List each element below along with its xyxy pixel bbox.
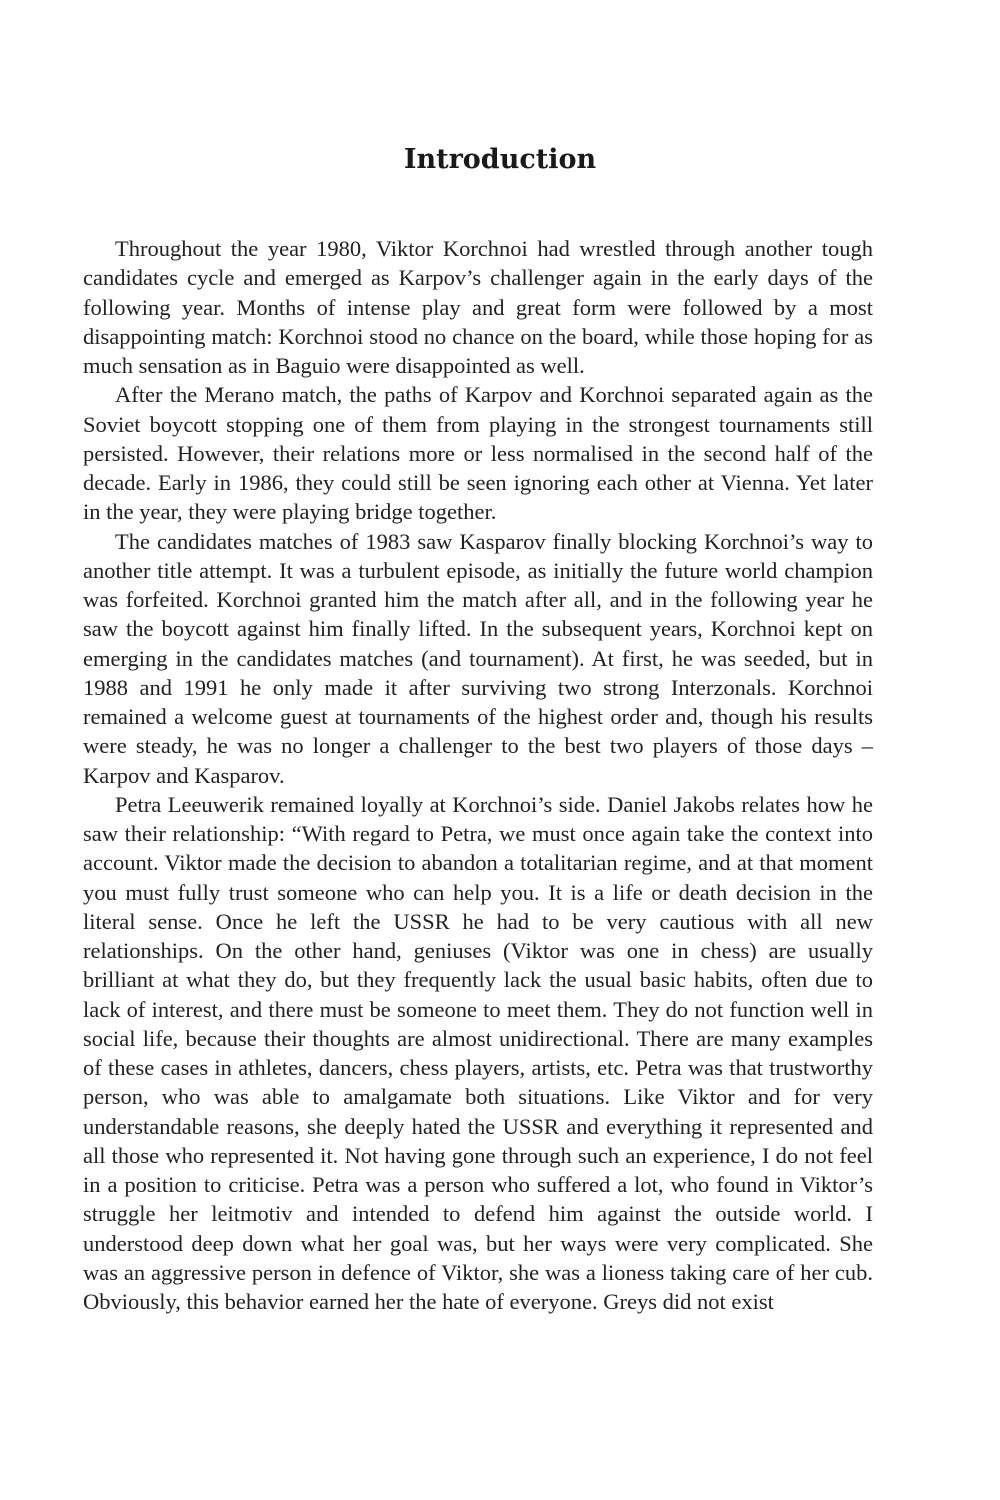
paragraph: The candidates matches of 1983 saw Kasparov finally blocking Korchnoi’s way to another title attempt. It was a turbulent episode, as initially the future world champion was forfeited. Korchnoi granted him the match after all, and in the following year he saw the boycott against him finally lifted. In the subsequent years, Korchnoi kept on emerging in the candidates matches (and tournament). At first, he was seeded, but in 1988 and 1991 he only made it after surviving two strong Interzonals. Korchnoi remained a welcome guest at tournaments of the highest order and, though his results were steady, he was no longer a challenger to the best two players of those days – Karpov and Kasparov.: [83, 528, 873, 788]
paragraph: After the Merano match, the paths of Karpov and Korchnoi separated again as the Soviet boycott stopping one of them from playing in the strongest tournaments still persisted. However, their relations more or less normalised in the second half of the decade. Early in 1986, they could still be seen ignoring each other at Vienna. Yet later in the year, they were playing bridge together.: [83, 382, 873, 525]
chapter-title: Introduction: [403, 144, 597, 175]
paragraph: Petra Leeuwerik remained loyally at Korchnoi’s side. Daniel Jakobs relates how he saw their relationship: “With regard to Petra, we must once again take the context into account. Viktor made the decision to abandon a totalitarian regime, and at that moment you must fully trust someone who can help you. It is a life or death decision in the literal sense. Once he left the USSR he had to be very cautious with all new relationships. On the other hand, geniuses (Viktor was one in chess) are usually brilliant at what they do, but they frequently lack the usual basic habits, often due to lack of interest, and there must be someone to meet them. They do not function well in social life, because their thoughts are almost unidirectional. There are many examples of these cases in athletes, dancers, chess players, artists, etc. Petra was that trustworthy person, who was able to amalgamate both situations. Like Viktor and for very understandable reasons, she deeply hated the USSR and everything it represented and all those who represented it. Not having gone through such an experience, I do not feel in a position to criticise. Petra was a person who suffered a lot, who found in Viktor’s struggle her leitmotiv and intended to defend him against the outside world. I understood deep down what her goal was, but her ways were very complicated. She was an aggressive person in defence of Viktor, she was a lioness taking care of her cub. Obviously, this behavior earned her the hate of everyone. Greys did not exist: [83, 791, 873, 1314]
chapter-body: [83, 234, 873, 1316]
paragraph: Throughout the year 1980, Viktor Korchnoi had wrestled through another tough candidates cycle and emerged as Karpov’s challenger again in the early days of the following year. Months of intense play and great form were followed by a most disappointing match: Korchnoi stood no chance on the board, while those hoping for as much sensation as in Baguio were disappointed as well.: [83, 236, 873, 378]
